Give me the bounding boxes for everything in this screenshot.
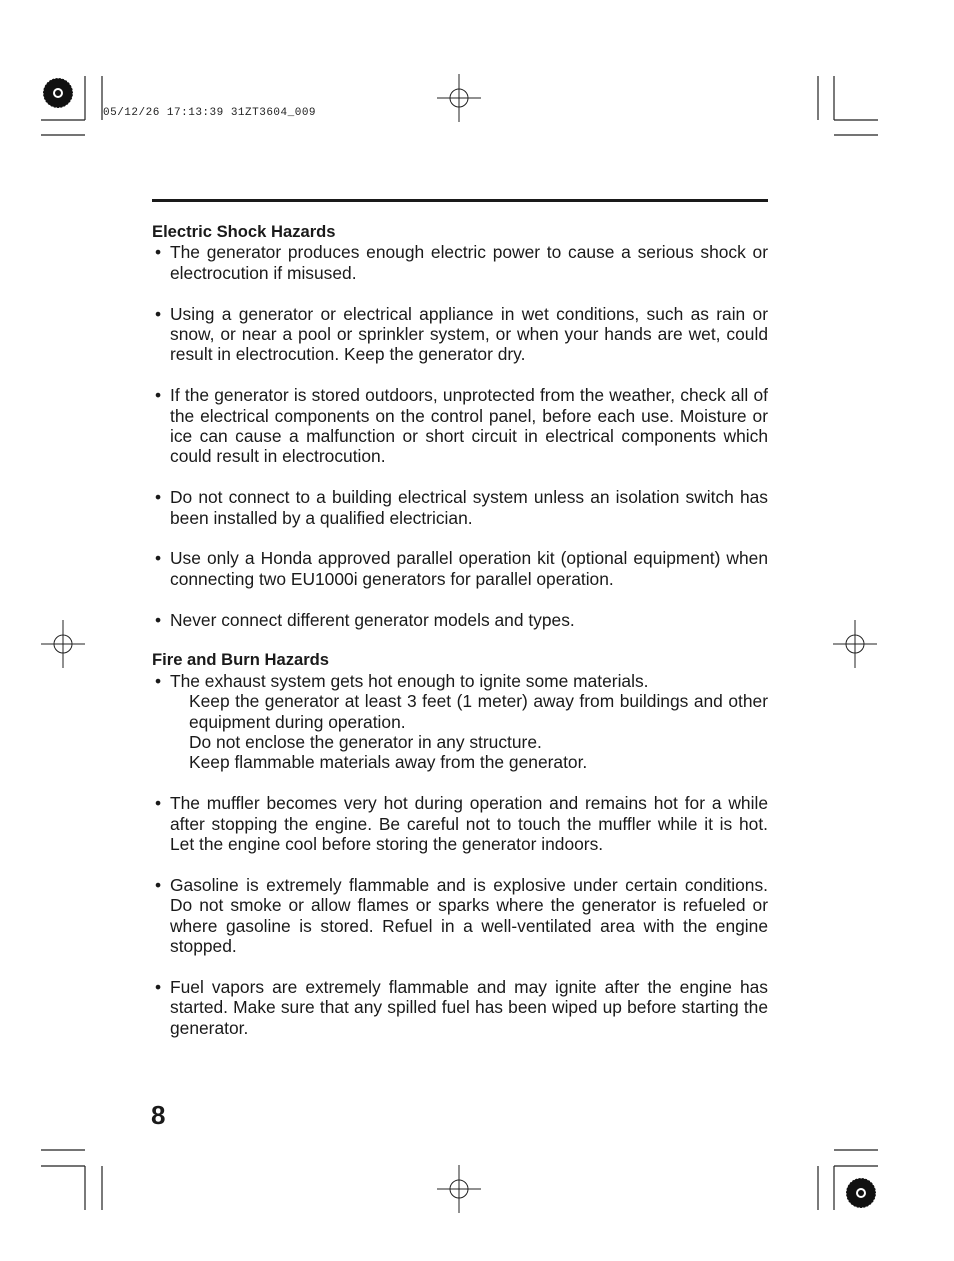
list-item: • Never connect different generator models and types. xyxy=(155,609,575,630)
list-item-detail: Keep the generator at least 3 feet (1 meter) away from buildings and other equipment during operation. xyxy=(189,691,768,732)
crosshair-top xyxy=(437,74,481,122)
list-item xyxy=(152,671,768,773)
list-item-text: The exhaust system gets hot enough to ignite some materials. xyxy=(170,670,649,691)
bullet-icon: • xyxy=(155,242,162,263)
list-item-detail: Keep flammable materials away from the generator. xyxy=(189,752,588,773)
list-item: • Using a generator or electrical appliance in wet conditions, such as rain or snow, or near a pool or sprinkler system, or when your hands are wet, could result in electrocution. Keep the generator dry. xyxy=(155,303,768,365)
list-item: • Use only a Honda approved parallel operation kit (optional equipment) when connecting two EU1000i generators for parallel operation. xyxy=(155,548,768,589)
bullet-icon: • xyxy=(155,303,162,324)
print-slug: 05/12/26 17:13:39 31ZT3604_009 xyxy=(103,107,317,119)
page-content xyxy=(152,222,768,1038)
list-item: • Do not connect to a building electrical system unless an isolation switch has been installed by a qualified electrician. xyxy=(155,487,768,528)
bullet-icon: • xyxy=(155,385,162,406)
list-item: • Gasoline is extremely flammable and is explosive under certain conditions. Do not smoke or allow flames or sparks where the generator is refueled or where gasoline is stored. Refuel in a well-ventilated area with the engine stopped. xyxy=(155,874,768,957)
list-item: • Fuel vapors are extremely flammable and may ignite after the engine has started. Make sure that any spilled fuel has been wiped up before starting the generator. xyxy=(155,976,768,1038)
crosshair-right xyxy=(833,620,877,668)
bullet-icon: • xyxy=(155,609,162,630)
crosshair-left xyxy=(41,620,85,668)
bullet-icon: • xyxy=(155,793,162,814)
bullet-icon: • xyxy=(155,670,162,691)
list-item: • The generator produces enough electric power to cause a serious shock or electrocution if misused. xyxy=(155,242,768,283)
list-item-detail: Do not enclose the generator in any structure. xyxy=(189,732,542,753)
list-item: • If the generator is stored outdoors, unprotected from the weather, check all of the electrical components on the control panel, before each use. Moisture or ice can cause a malfunction or short circuit in electrical components which could result in electrocution. xyxy=(155,385,768,467)
section-heading-fire: Fire and Burn Hazards xyxy=(152,650,330,670)
crosshair-bottom xyxy=(437,1165,481,1213)
section-heading-electric: Electric Shock Hazards xyxy=(152,222,336,241)
bullet-icon: • xyxy=(155,976,162,997)
header-rule xyxy=(152,199,768,202)
bullet-icon: • xyxy=(155,548,162,569)
registration-mark-top-left xyxy=(43,78,73,108)
bullet-icon: • xyxy=(155,487,162,508)
list-item: • The muffler becomes very hot during operation and remains hot for a while after stopping the engine. Be careful not to touch the muffler while it is hot. Let the engine cool before storing the generator indoors. xyxy=(155,793,768,855)
bullet-icon: • xyxy=(155,874,162,895)
registration-mark-bottom-right xyxy=(846,1178,876,1208)
page-number: 8 xyxy=(151,1100,166,1130)
